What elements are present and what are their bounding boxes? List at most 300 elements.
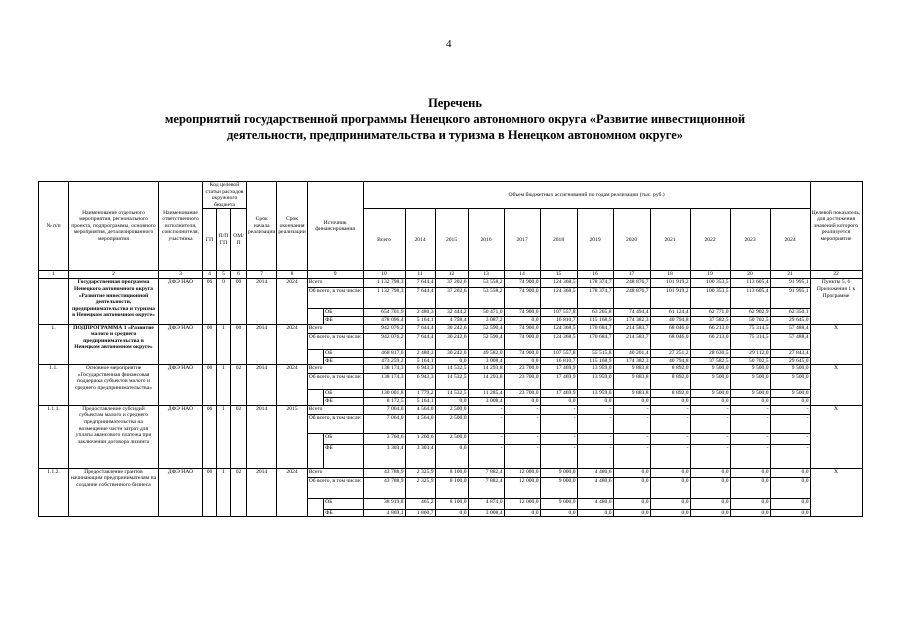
entry-indicator: Пункты 5, 6 Приложения 1 к Программе: [810, 279, 862, 324]
entry-end-year: 2024: [277, 365, 307, 406]
amount-cell: 7 644,4: [405, 324, 435, 333]
amount-cell: 214 583,7: [613, 324, 650, 333]
amount-cell: 66 213,0: [690, 333, 730, 349]
table-body: [39, 279, 863, 517]
amount-cell: 17 469,9: [540, 374, 577, 390]
amount-cell: 61 124,4: [650, 309, 690, 317]
amount-cell: 50 471,0: [468, 309, 504, 317]
amount-cell: 115 168,9: [577, 316, 613, 324]
amount-cell: 74 900,0: [504, 324, 540, 333]
amount-cell: 50 702,5: [730, 357, 770, 365]
source-label: ОБ: [324, 433, 363, 444]
source-indent: [307, 309, 323, 324]
amount-cell: 9 500,0: [770, 390, 810, 398]
header-year: 2017: [504, 209, 540, 271]
amount-cell: 9 500,0: [690, 374, 730, 390]
amount-cell: 4 758,4: [435, 316, 468, 324]
amount-cell: 40 794,8: [650, 316, 690, 324]
amount-cell: 138 174,3: [363, 374, 405, 390]
amount-cell: 32 444,2: [435, 309, 468, 317]
source-label: ОБ: [324, 309, 363, 317]
amount-cell: 0,0: [504, 509, 540, 517]
amount-cell: -: [540, 414, 577, 433]
amount-cell: 100 353,5: [690, 288, 730, 309]
amount-cell: 68 046,0: [650, 333, 690, 349]
amount-cell: 28 630,5: [690, 349, 730, 357]
amount-cell: 942 076,2: [363, 324, 405, 333]
entry-start-year: 2014: [247, 365, 277, 406]
amount-cell: 7 882,4: [468, 477, 504, 498]
amount-cell: 1 132 798,3: [363, 288, 405, 309]
entry-name: ПОДПРОГРАММА 1 «Развитие малого и среднего предпринимательства в Ненецком автономном округе»: [69, 324, 159, 365]
amount-cell: 9 500,0: [770, 365, 810, 374]
amount-cell: 91 995,1: [770, 279, 810, 288]
amount-cell: 52 590,4: [468, 324, 504, 333]
amount-cell: -: [540, 444, 577, 468]
amount-cell: 30 242,6: [435, 333, 468, 349]
amount-cell: 27 251,2: [650, 349, 690, 357]
document-subtitle-line-2: деятельности, предпринимательства и туризма в Ненецком автономном округе»: [226, 128, 684, 142]
source-label: ОБ: [324, 390, 363, 398]
amount-cell: -: [650, 414, 690, 433]
amount-cell: 0,0: [770, 477, 810, 498]
amount-cell: -: [540, 405, 577, 414]
entry-code-pgp: 1: [217, 468, 231, 517]
amount-cell: 8 100,0: [435, 498, 468, 509]
amount-cell: -: [690, 405, 730, 414]
amount-cell: 115 168,9: [577, 357, 613, 365]
amount-cell: 62 771,0: [690, 309, 730, 317]
amount-cell: 468 817,0: [363, 349, 405, 357]
amount-cell: 0,0: [770, 398, 810, 406]
amount-cell: 91 995,1: [770, 288, 810, 309]
entry-code-om: 02: [231, 468, 247, 517]
amount-cell: 7 882,4: [468, 468, 504, 477]
column-number: 5: [217, 271, 231, 279]
amount-cell: 4 869,1: [363, 509, 405, 517]
amount-cell: 16 810,7: [540, 357, 577, 365]
source-label: ФБ: [324, 316, 363, 324]
entry-start-year: 2014: [247, 468, 277, 517]
amount-cell: -: [770, 444, 810, 468]
entry-indicator: X: [810, 324, 862, 365]
amount-cell: 0,0: [577, 509, 613, 517]
header-name: Наименование отдельного мероприятия, регионального проекта, подпрограммы, основного мероприятия, детализированного мероприятия: [69, 182, 159, 271]
amount-cell: 124 368,5: [540, 279, 577, 288]
entry-number: [39, 279, 69, 324]
column-number: 4: [203, 271, 217, 279]
entry-code-pgp: 1: [217, 324, 231, 365]
amount-cell: 0,0: [540, 509, 577, 517]
entry-code-gp: 06: [203, 468, 217, 517]
amount-cell: 130 001,8: [363, 390, 405, 398]
page-number: 4: [446, 38, 452, 50]
column-number: 13: [468, 271, 504, 279]
amount-cell: 4 564,0: [405, 405, 435, 414]
amount-cell: 37 202,6: [435, 279, 468, 288]
amount-cell: -: [540, 433, 577, 444]
amount-cell: 66 213,0: [690, 324, 730, 333]
amount-cell: 49 582,0: [468, 349, 504, 357]
entry-executor: ДФЭ НАО: [159, 324, 203, 365]
amount-cell: 23 700,0: [504, 390, 540, 398]
column-number: 3: [159, 271, 203, 279]
entry-number: 1.1.1.: [39, 405, 69, 468]
header-year: 2019: [577, 209, 613, 271]
amount-cell: 0,0: [435, 357, 468, 365]
entry-code-om: 00: [231, 324, 247, 365]
amount-cell: 174 382,3: [613, 357, 650, 365]
entry-indicator: X: [810, 405, 862, 468]
amount-cell: 1 779,2: [405, 390, 435, 398]
amount-cell: 12 000,0: [504, 498, 540, 509]
amount-cell: -: [690, 414, 730, 433]
amount-cell: 4 564,0: [405, 414, 435, 433]
amount-cell: 1 132 798,3: [363, 279, 405, 288]
amount-cell: 30 242,6: [435, 349, 468, 357]
entry-number: 1.: [39, 324, 69, 365]
amount-cell: 2 500,0: [435, 405, 468, 414]
column-number: 22: [810, 271, 862, 279]
amount-cell: 0,0: [690, 498, 730, 509]
entry-end-year: 2024: [277, 324, 307, 365]
entry-indicator: X: [810, 365, 862, 406]
source-label: ОБ: [324, 498, 363, 509]
entry-start-year: 2014: [247, 405, 277, 468]
amount-cell: 40 201,4: [613, 349, 650, 357]
header-year: 2021: [650, 209, 690, 271]
amount-cell: 248 876,7: [613, 279, 650, 288]
entry-executor: ДФЭ НАО: [159, 365, 203, 406]
amount-cell: 9 500,0: [730, 365, 770, 374]
amount-cell: 3 087,2: [468, 316, 504, 324]
header-year: 2022: [690, 209, 730, 271]
amount-cell: 75 314,5: [730, 333, 770, 349]
amount-cell: 0,0: [770, 509, 810, 517]
amount-cell: 9 500,0: [730, 374, 770, 390]
amount-cell: 178 374,7: [577, 288, 613, 309]
amount-cell: 478 096,4: [363, 316, 405, 324]
source-label: Всего: [307, 279, 363, 288]
entry-code-pgp: 1: [217, 405, 231, 468]
amount-cell: 14 293,8: [468, 365, 504, 374]
amount-cell: 2 500,0: [435, 414, 468, 433]
source-label: Всего: [307, 468, 363, 477]
amount-cell: 0,0: [613, 468, 650, 477]
amount-cell: 37 202,6: [435, 288, 468, 309]
amount-cell: 0,0: [730, 468, 770, 477]
amount-cell: 2 325,9: [405, 468, 435, 477]
column-number: 15: [540, 271, 577, 279]
column-number: 8: [277, 271, 307, 279]
amount-cell: 7 644,4: [405, 333, 435, 349]
amount-cell: -: [613, 433, 650, 444]
amount-cell: 7 644,4: [405, 288, 435, 309]
amount-cell: 29 645,0: [770, 316, 810, 324]
amount-cell: -: [577, 405, 613, 414]
amount-cell: 37 582,5: [690, 357, 730, 365]
header-pgp: П/П ГП: [217, 209, 231, 271]
amount-cell: 17 469,9: [540, 365, 577, 374]
amount-cell: 170 684,7: [577, 333, 613, 349]
entry-end-year: 2024: [277, 279, 307, 324]
amount-cell: 101 919,2: [650, 279, 690, 288]
amount-cell: -: [577, 444, 613, 468]
header-year: 2018: [540, 209, 577, 271]
amount-cell: 178 374,7: [577, 279, 613, 288]
document-subtitle-line-1: мероприятий государственной программы Ненецкого автономного округа «Развитие инвестиционной: [164, 112, 746, 126]
header-total: Всего: [363, 209, 405, 271]
amount-cell: 214 583,7: [613, 333, 650, 349]
header-year: 2020: [613, 209, 650, 271]
amount-cell: 63 205,8: [577, 309, 613, 317]
entry-code-gp: 06: [203, 279, 217, 324]
amount-cell: 170 684,7: [577, 324, 613, 333]
amount-cell: -: [504, 405, 540, 414]
amount-cell: 113 605,4: [730, 288, 770, 309]
amount-cell: 0,0: [650, 509, 690, 517]
amount-cell: 9 883,8: [613, 390, 650, 398]
amount-cell: 74 900,0: [504, 309, 540, 317]
amount-cell: 2 480,3: [405, 309, 435, 317]
amount-cell: -: [650, 444, 690, 468]
amount-cell: 68 046,0: [650, 324, 690, 333]
amount-cell: -: [690, 444, 730, 468]
column-number: 21: [770, 271, 810, 279]
amount-cell: -: [468, 405, 504, 414]
amount-cell: -: [577, 414, 613, 433]
source-indent: [307, 349, 323, 365]
amount-cell: 57 488,4: [770, 333, 810, 349]
column-number-row: [39, 271, 863, 279]
amount-cell: 0,0: [770, 498, 810, 509]
amount-cell: 9 883,8: [613, 374, 650, 390]
amount-cell: -: [613, 405, 650, 414]
amount-cell: 29 645,0: [770, 357, 810, 365]
amount-cell: 2 500,0: [435, 433, 468, 444]
amount-cell: 74 900,0: [504, 279, 540, 288]
amount-cell: 9 500,0: [770, 374, 810, 390]
entry-number: 1.1.2.: [39, 468, 69, 517]
amount-cell: 74 494,4: [613, 309, 650, 317]
amount-cell: 0,0: [504, 398, 540, 406]
amount-cell: 4 480,6: [577, 477, 613, 498]
amount-cell: 6 943,3: [405, 365, 435, 374]
entry-code-gp: 06: [203, 365, 217, 406]
amount-cell: 53 558,2: [468, 288, 504, 309]
entry-start-year: 2014: [247, 279, 277, 324]
amount-cell: -: [770, 405, 810, 414]
amount-cell: 0,0: [613, 509, 650, 517]
source-label: ФБ: [324, 444, 363, 468]
column-number: 1: [39, 271, 69, 279]
entry-code-om: 00: [231, 279, 247, 324]
source-indent: [307, 390, 323, 406]
amount-cell: 0,0: [540, 398, 577, 406]
amount-cell: 9 000,0: [540, 477, 577, 498]
amount-cell: -: [650, 433, 690, 444]
amount-cell: 101 919,2: [650, 288, 690, 309]
entry-indicator: X: [810, 468, 862, 517]
entry-code-pgp: 1: [217, 365, 231, 406]
amount-cell: 473 259,2: [363, 357, 405, 365]
amount-cell: 8 892,0: [650, 374, 690, 390]
amount-cell: 62 902,9: [730, 309, 770, 317]
amount-cell: 107 557,8: [540, 349, 577, 357]
amount-cell: 37 582,5: [690, 316, 730, 324]
source-label: Об всего, в том числе:: [307, 477, 363, 498]
column-number: 7: [247, 271, 277, 279]
amount-cell: 0,0: [770, 468, 810, 477]
header-code: Код целевой статьи расходов окружного бюджета: [203, 182, 247, 209]
entry-start-year: 2014: [247, 324, 277, 365]
column-number: 17: [613, 271, 650, 279]
column-number: 14: [504, 271, 540, 279]
entry-code-gp: 06: [203, 324, 217, 365]
amount-cell: 124 368,5: [540, 288, 577, 309]
source-label: Всего: [307, 324, 363, 333]
entry-number: 1.1.: [39, 365, 69, 406]
header-gp: ГП: [203, 209, 217, 271]
amount-cell: 2 325,9: [405, 477, 435, 498]
column-number: 12: [435, 271, 468, 279]
entry-executor: ДФЭ НАО: [159, 468, 203, 517]
amount-cell: 8 100,0: [435, 468, 468, 477]
column-number: 9: [307, 271, 363, 279]
amount-cell: 23 700,0: [504, 374, 540, 390]
column-number: 10: [363, 271, 405, 279]
amount-cell: 57 488,4: [770, 324, 810, 333]
amount-cell: 0,0: [730, 477, 770, 498]
source-label: ФБ: [324, 509, 363, 517]
amount-cell: -: [504, 414, 540, 433]
header-year: 2023: [730, 209, 770, 271]
amount-cell: 12 000,0: [504, 468, 540, 477]
source-label: Об всего, в том числе:: [307, 374, 363, 390]
amount-cell: 13 959,0: [577, 365, 613, 374]
source-label: Об всего, в том числе:: [307, 414, 363, 433]
entry-end-year: 2015: [277, 405, 307, 468]
amount-cell: 9 000,0: [540, 498, 577, 509]
amount-cell: 5 164,1: [405, 398, 435, 406]
column-number: 18: [650, 271, 690, 279]
header-volume: Объем бюджетных ассигнований по годам реализации (тыс. руб.): [363, 182, 810, 209]
amount-cell: 3 008,4: [468, 398, 504, 406]
amount-cell: 100 353,5: [690, 279, 730, 288]
amount-cell: 465,2: [405, 498, 435, 509]
amount-cell: -: [468, 433, 504, 444]
header-num: № п/п: [39, 182, 69, 271]
amount-cell: -: [613, 414, 650, 433]
entry-code-pgp: 0: [217, 279, 231, 324]
amount-cell: 74 900,0: [504, 288, 540, 309]
amount-cell: 11 285,4: [468, 390, 504, 398]
entry-code-om: 02: [231, 405, 247, 468]
amount-cell: 3 760,6: [363, 433, 405, 444]
source-label: ФБ: [324, 357, 363, 365]
amount-cell: 0,0: [504, 357, 540, 365]
amount-cell: 124 368,5: [540, 324, 577, 333]
header-exec: Наименование ответственного исполнителя, соисполнителя, участника: [159, 182, 203, 271]
amount-cell: 8 172,5: [363, 398, 405, 406]
amount-cell: 0,0: [690, 468, 730, 477]
amount-cell: -: [504, 433, 540, 444]
amount-cell: 4 480,6: [577, 498, 613, 509]
amount-cell: 4 874,0: [468, 498, 504, 509]
amount-cell: -: [730, 414, 770, 433]
amount-cell: 27 843,4: [770, 349, 810, 357]
amount-cell: 0,0: [435, 444, 468, 468]
amount-cell: 138 174,3: [363, 365, 405, 374]
amount-cell: -: [613, 444, 650, 468]
column-number: 2: [69, 271, 159, 279]
amount-cell: 9 500,0: [730, 390, 770, 398]
table-row: [39, 405, 863, 414]
source-indent: [307, 498, 323, 517]
amount-cell: 50 702,5: [730, 316, 770, 324]
header-source: Источник финансирования: [307, 182, 363, 271]
entry-name: Основное мероприятие «Государственная финансовая поддержка субъектов малого и среднего предпринимательства»: [69, 365, 159, 406]
amount-cell: 7 064,0: [363, 405, 405, 414]
amount-cell: 5 164,1: [405, 357, 435, 365]
amount-cell: 43 788,9: [363, 477, 405, 498]
amount-cell: 654 701,9: [363, 309, 405, 317]
amount-cell: 0,0: [613, 477, 650, 498]
amount-cell: 12 000,0: [504, 477, 540, 498]
table-row: [39, 324, 863, 333]
entry-end-year: 2024: [277, 468, 307, 517]
amount-cell: 14 293,8: [468, 374, 504, 390]
amount-cell: -: [690, 433, 730, 444]
amount-cell: 16 810,7: [540, 316, 577, 324]
amount-cell: 0,0: [690, 398, 730, 406]
amount-cell: 13 959,0: [577, 374, 613, 390]
amount-cell: 0,0: [613, 398, 650, 406]
amount-cell: 14 532,5: [435, 374, 468, 390]
amount-cell: 0,0: [650, 398, 690, 406]
amount-cell: 0,0: [577, 398, 613, 406]
amount-cell: 0,0: [650, 498, 690, 509]
header-om: ОМ/ П: [231, 209, 247, 271]
header-year: 2014: [405, 209, 435, 271]
source-label: Об всего, в том числе:: [307, 288, 363, 309]
amount-cell: 0,0: [730, 398, 770, 406]
amount-cell: 107 557,8: [540, 309, 577, 317]
entry-executor: ДФЭ НАО: [159, 405, 203, 468]
amount-cell: 74 900,0: [504, 333, 540, 349]
amount-cell: 0,0: [650, 468, 690, 477]
amount-cell: 38 919,8: [363, 498, 405, 509]
column-number: 16: [577, 271, 613, 279]
header-end: Срок окончания реализации: [277, 182, 307, 271]
amount-cell: -: [468, 444, 504, 468]
source-label: ОБ: [324, 349, 363, 357]
amount-cell: -: [504, 444, 540, 468]
entry-name: Государственная программа Ненецкого автономного округа «Развитие инвестиционной деятельности, предпринимательства и туризма в Ненецком автономном округе»: [69, 279, 159, 324]
amount-cell: 8 892,0: [650, 365, 690, 374]
amount-cell: 14 532,5: [435, 365, 468, 374]
amount-cell: 3 008,4: [468, 509, 504, 517]
document-title: Перечень: [428, 96, 482, 110]
amount-cell: 9 883,8: [613, 365, 650, 374]
table-row: [39, 279, 863, 288]
amount-cell: 9 500,0: [690, 390, 730, 398]
source-label: ФБ: [324, 398, 363, 406]
amount-cell: 9 000,0: [540, 468, 577, 477]
amount-cell: 52 590,4: [468, 333, 504, 349]
measures-table: [38, 181, 863, 517]
entry-code-gp: 06: [203, 405, 217, 468]
